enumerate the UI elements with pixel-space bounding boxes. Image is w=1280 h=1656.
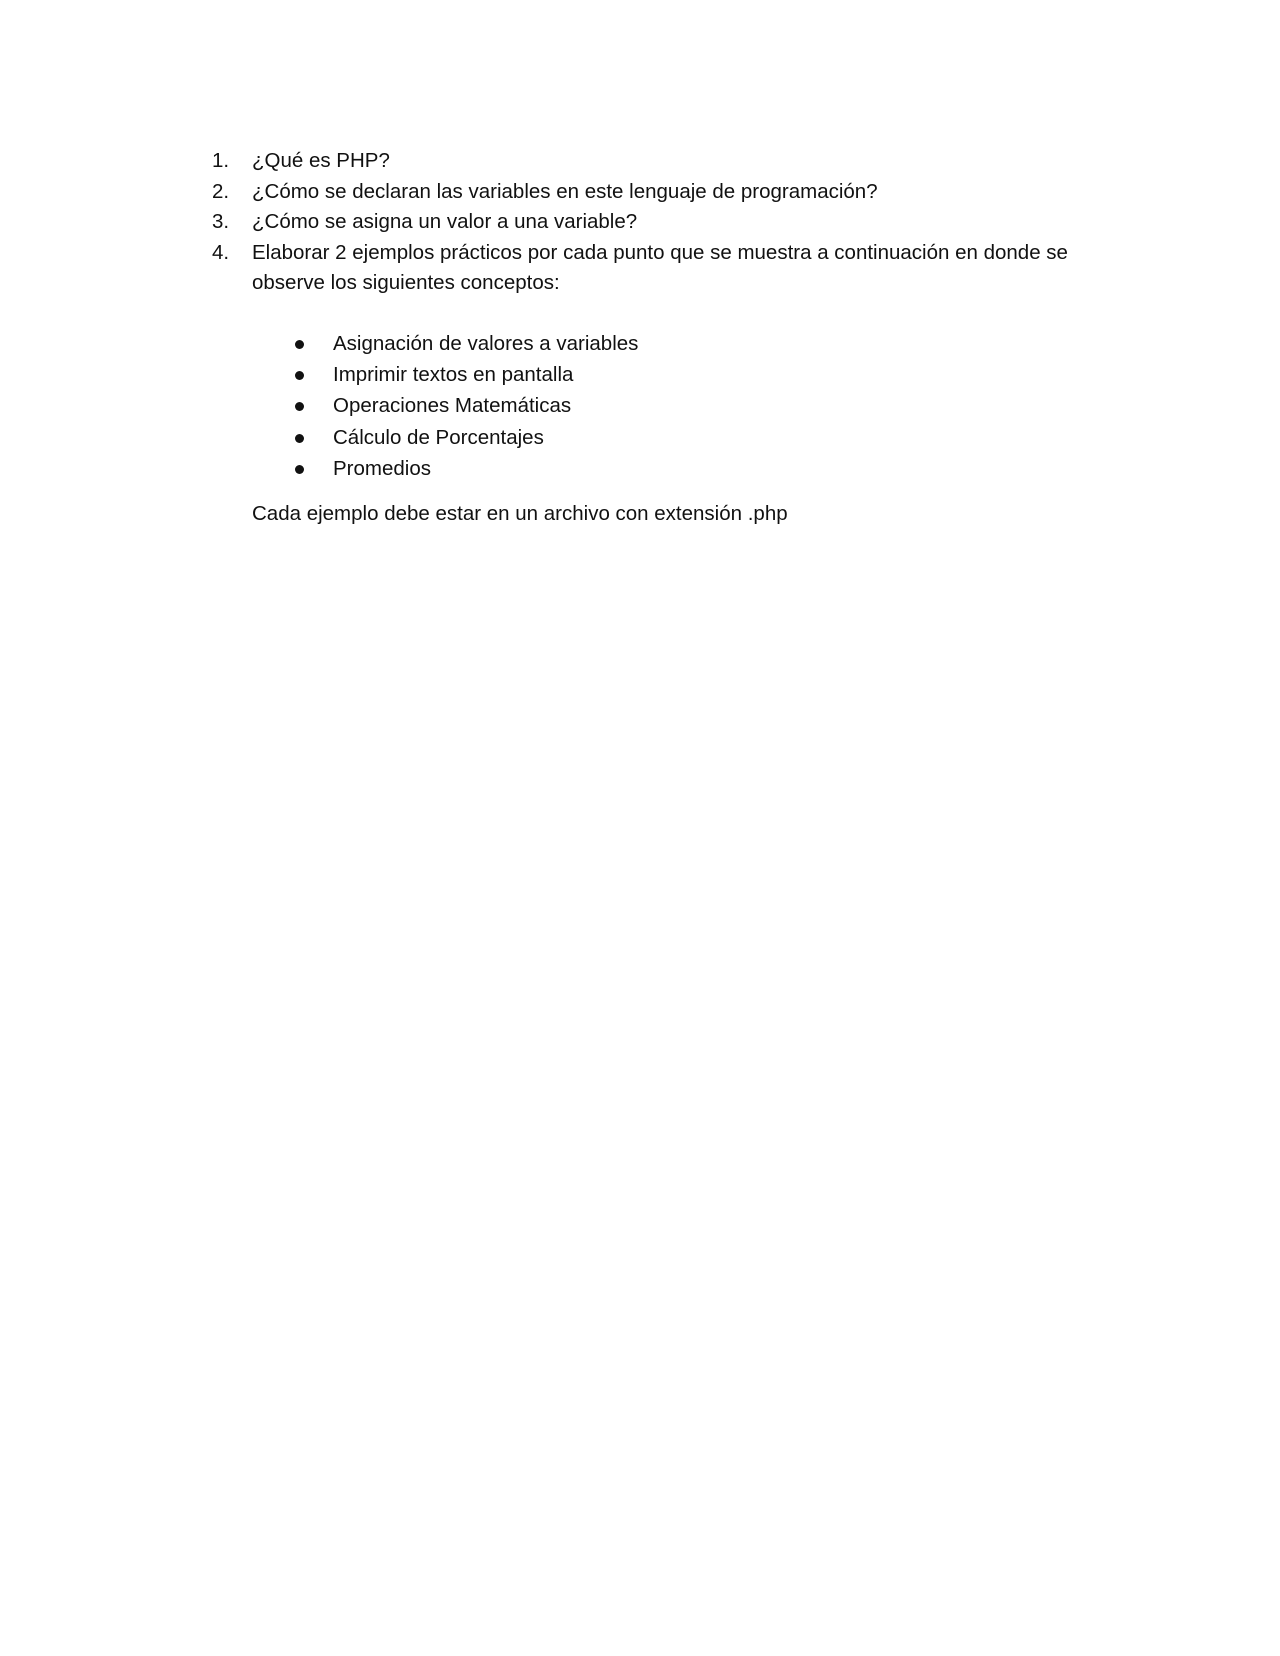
question-text: ¿Cómo se declaran las variables en este lenguaje de programación? (252, 179, 878, 203)
concept-item (292, 454, 1092, 485)
concept-item (292, 329, 1092, 360)
bullet-icon (295, 434, 304, 443)
question-item (212, 238, 1092, 299)
bullet-icon (295, 465, 304, 474)
bullet-icon (295, 402, 304, 411)
question-number: 2. (212, 179, 230, 203)
question-item (212, 177, 1092, 208)
question-item (212, 146, 1092, 177)
concept-item (292, 391, 1092, 422)
concept-text: Operaciones Matemáticas (333, 394, 572, 418)
question-text: ¿Qué es PHP? (252, 149, 390, 172)
question-number: 3. (212, 210, 230, 233)
question-text: Elaborar 2 ejemplos prácticos por cada punto que se muestra a continuación en donde se observe los siguientes conceptos: (252, 240, 1068, 294)
concept-text: Imprimir textos en pantalla (333, 363, 574, 387)
concept-list (212, 329, 1092, 485)
concept-item (292, 422, 1092, 453)
concept-text: Promedios (333, 457, 431, 481)
question-list (212, 146, 1092, 299)
concept-text: Asignación de valores a variables (333, 331, 639, 355)
question-number: 1. (212, 149, 230, 172)
bullet-icon (295, 340, 304, 349)
document-body (212, 146, 1092, 529)
bullet-icon (295, 371, 304, 380)
question-item (212, 207, 1092, 238)
question-number: 4. (212, 240, 230, 264)
concept-item (292, 360, 1092, 391)
concept-text: Cálculo de Porcentajes (333, 425, 544, 449)
file-extension-note: Cada ejemplo debe estar en un archivo con extensión .php (252, 501, 788, 525)
question-text: ¿Cómo se asigna un valor a una variable? (252, 210, 638, 233)
